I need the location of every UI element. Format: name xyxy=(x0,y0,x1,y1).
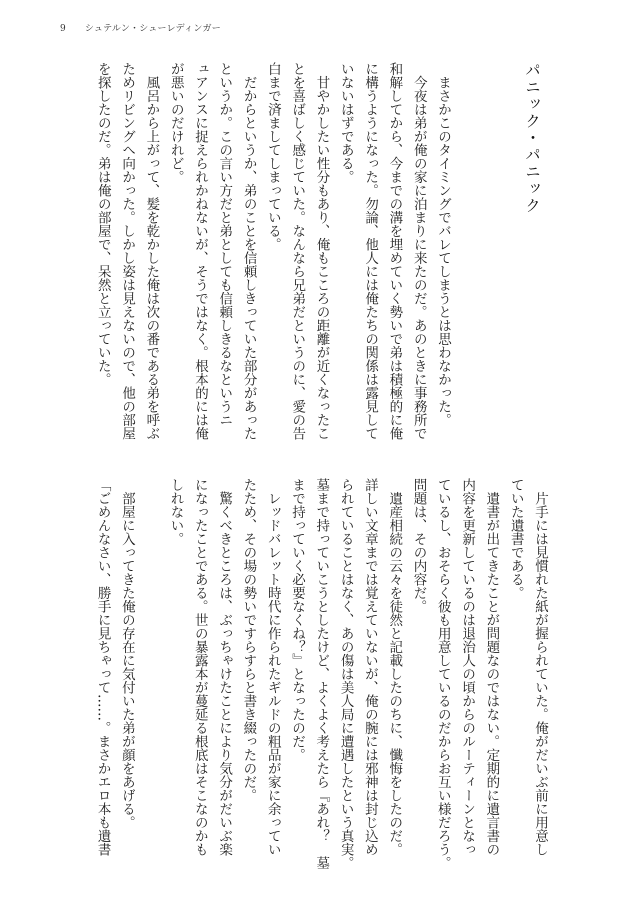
lower-text-line: しれない。 xyxy=(167,478,184,546)
upper-text-line: 白まで済ましてしまっている。 xyxy=(264,62,281,251)
lower-text-line: 遺産相続の云々を徒然と記載したのちに、懺悔をしたのだ。 xyxy=(386,478,403,856)
upper-text-line: ためリビングへ向かった。しかし姿は見えないので、他の部屋 xyxy=(119,62,136,440)
lower-text-line: 墓まで持っていこうとしたけど、よくよく考えたら『あれ？ 墓 xyxy=(313,478,330,870)
upper-text-line: まさかこのタイミングでバレてしまうとは思わなかった。 xyxy=(435,62,451,427)
lower-text-line: 遺書が出てきたことが問題なのではない。定期的に遺言書の xyxy=(483,478,500,856)
upper-text-line: 和解してから、今までの溝を埋めていく勢いで弟は積極的に俺 xyxy=(386,62,403,440)
lower-text-line: レッドバレット時代に作られたギルドの粗品が家に余ってい xyxy=(264,478,281,856)
lower-text-line: 片手には見慣れた紙が握られていた。俺がだいぶ前に用意し xyxy=(532,478,548,856)
upper-text-line: に構うようになった。勿論、他人には俺たちの関係は露見して xyxy=(362,62,379,440)
lower-text-line: まで持っていく必要なくね？』となったのだ。 xyxy=(289,478,305,762)
lower-text-line: ていた遺書である。 xyxy=(507,478,524,600)
upper-text-line: ュアンスに捉えられかねないが、そうではなく。根本的には俺 xyxy=(192,62,208,440)
lower-text-line: 驚くべきところは、ぶっちゃけたことにより気分がだいぶ楽 xyxy=(216,478,233,856)
lower-text-line: 部屋に入ってきた俺の存在に気付いた弟が顔をあげる。 xyxy=(118,478,135,829)
lower-text-line: になったことである。世の暴露本が蔓延る根底はそこなのかも xyxy=(191,478,208,856)
lower-text-line: 「ごめんなさい、勝手に見ちゃって……。まさかエロ本も遺書 xyxy=(94,478,111,856)
lower-text-line: 詳しい文章までは覚えていないが、俺の腕には邪神は封じ込め xyxy=(361,478,378,856)
lower-text-line: ているし、おそらく彼も用意しているのだからお互い様だろう。 xyxy=(434,478,451,870)
running-header xyxy=(60,22,221,36)
lower-text-line: 内容を更新しているのは退治人の頃からのルーティーンとなっ xyxy=(459,478,476,856)
lower-text-line: たため、その場の勢いですらすらと書き綴ったのだ。 xyxy=(240,478,257,802)
upper-text-line: とを喜ばしく感じていた。なんなら兄弟だというのに、愛の告 xyxy=(289,62,306,440)
upper-text-line: というか。この言い方だと弟としても信頼しきるなというニ xyxy=(216,62,233,427)
lower-text-line: 問題は、その内容だ。 xyxy=(410,478,427,613)
chapter-title: パニック・パニック xyxy=(523,62,541,215)
upper-text-line: 風呂から上がって、髪を乾かした俺は次の番である弟を呼ぶ xyxy=(143,62,160,440)
lower-text-line: られていることはなく、あの傷は美人局に遭遇したという真実。 xyxy=(337,478,354,870)
upper-text-line: が悪いのだけれど。 xyxy=(167,62,184,184)
running-title: シュテルン・シューレディンガー xyxy=(84,24,221,34)
upper-text-line: を探したのだ。弟は俺の部屋で、呆然と立っていた。 xyxy=(94,62,111,386)
page-number: 9 xyxy=(60,24,66,34)
upper-text-line: いないはずである。 xyxy=(337,62,354,184)
upper-text-line: だからというか、弟のことを信頼しきっていた部分があった xyxy=(240,62,257,440)
upper-text-line: 甘やかしたい性分もあり、俺もこころの距離が近くなったこ xyxy=(313,62,330,440)
upper-text-line: 今夜は弟が俺の家に泊まりに来たのだ。あのときに事務所で xyxy=(410,62,427,440)
